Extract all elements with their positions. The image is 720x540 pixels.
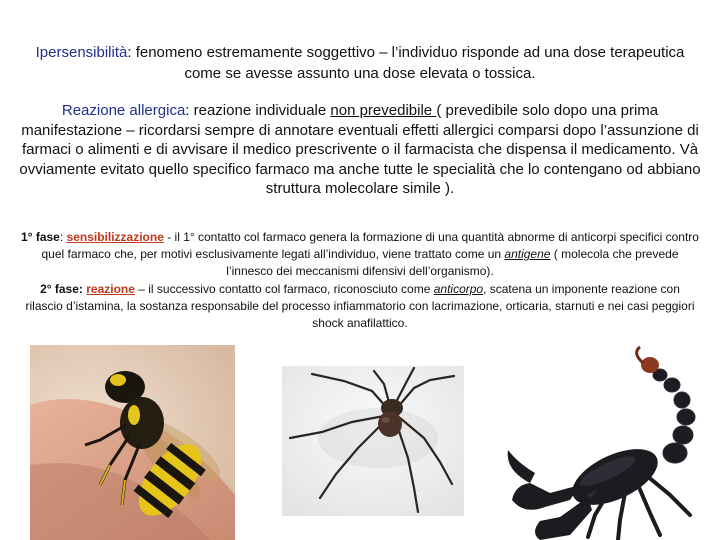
phase1-text-a: - il 1° contatto col farmaco genera la formazione di una quantità abnorme di anticorpi specifici contro quel farmaco che, per motivi esclusivamente legati all’individuo, viene trattato come un: [41, 230, 699, 262]
term-antigene: antigene: [504, 247, 551, 262]
keyword-sensibilizzazione: sensibilizzazione: [66, 230, 164, 244]
term-reazione-allergica: Reazione allergica: [61, 102, 186, 119]
term-anticorpo: anticorpo: [433, 281, 484, 296]
phase1-label: 1° fase: [21, 230, 60, 244]
term-ipersensibilita: Ipersensibilità: [35, 44, 128, 61]
definition-reazione-allergica: [18, 101, 702, 199]
separator: :: [59, 230, 67, 244]
definition-text-before: reazione individuale: [193, 102, 331, 119]
phase1-text-b: ( molecola che prevede l’innesco dei meccanismi difensivi dell’organismo).: [226, 247, 679, 279]
separator: :: [185, 102, 194, 119]
phase2-label: 2° fase:: [40, 281, 87, 296]
wasp-illustration: [30, 345, 235, 540]
scorpion-photo: [500, 345, 720, 540]
separator: :: [127, 44, 136, 61]
keyword-reazione: reazione: [86, 281, 135, 296]
wasp-photo: [30, 345, 235, 540]
definition-ipersensibilita: [20, 42, 700, 84]
spider-photo: [282, 366, 464, 516]
definition-text: fenomeno estremamente soggettivo – l’individuo risponde ad una dose terapeutica come se avesse assunto una dose elevata o tossica.: [135, 44, 685, 82]
spider-illustration: [282, 366, 464, 516]
phase2-text-a: – il successivo contatto col farmaco, riconosciuto come: [134, 281, 434, 296]
scorpion-illustration: [500, 345, 720, 540]
phases-paragraph: [20, 229, 700, 332]
phase2-text-b: , scatena un imponente reazione con rilascio d’istamina, la sostanza responsabile del processo infiammatorio con lacrimazione, orticaria, starnuti e nei casi peggiori shock anafilattico.: [25, 281, 695, 331]
non-prevedibile-text: non prevedibile: [330, 102, 437, 119]
definition-text-after: ( prevedibile solo dopo una prima manifestazione – ricordarsi sempre di annotare eventuali effetti allergici comparsi dopo l’assunzione di farmaci o alimenti e di avvisare il medico prescrivente o il farmacista che dispensa il medicamento. Và ovviamente evitato quello specifico farmaco ma anche tutte le specialità che lo contengano od abbiano struttura molecolare simile ).: [19, 102, 701, 197]
